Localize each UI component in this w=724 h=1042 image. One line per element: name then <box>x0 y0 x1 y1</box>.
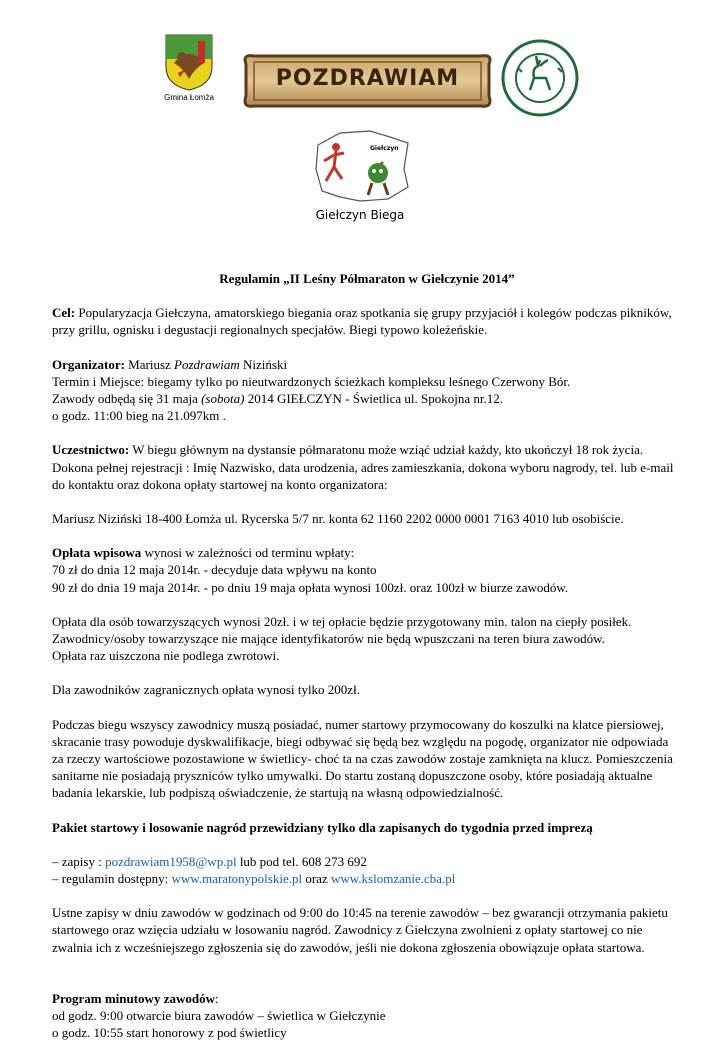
towarzyszace-line-3: Opłata raz uiszczona nie podlega zwrotowi. <box>52 648 280 664</box>
oplata-line-1: 70 zł do dnia 12 maja 2014r. - decyduje data wpływu na konto <box>52 562 377 578</box>
gmina-label: Gmina Łomża <box>164 93 214 102</box>
program-heading <box>52 990 682 1007</box>
oplata-line-2: 90 zł do dnia 19 maja 2014r. - po dniu 19 maja opłata wynosi 100zł. oraz 100zł w biurze zawodów. <box>52 579 569 595</box>
uczestnictwo-text: W biegu głównym na dystansie półmaratonu może wziąć udział każdy, kto ukończył 18 rok życia. Dokona pełnej rejestracji : Imię Nazwisko, data urodzenia, adres zamieszkania, dokona wyboru nagrody, tel. lub e-mail do kontaktu oraz dokona opłaty startowej na konto organizatora: <box>52 442 674 492</box>
program-label: Program minutowy zawodów <box>52 990 215 1006</box>
gmina-lomza-logo <box>158 33 220 102</box>
nadlesnictwo-lomza-logo <box>500 38 580 118</box>
poland-runners-icon <box>310 125 415 205</box>
towarzyszace-line-1: Opłata dla osób towarzyszących wynosi 20zł. i w tej opłacie będzie przygotowany min. talon na ciepły posiłek. <box>52 613 632 629</box>
program-line-2: o godz. 10:55 start honorowy z pod świetlicy <box>52 1025 287 1041</box>
zapisy-line <box>52 853 682 870</box>
organizator-name-before: Mariusz <box>124 356 175 372</box>
regulamin-line <box>52 870 682 887</box>
maratonypolskie-link[interactable]: www.maratonypolskie.pl <box>171 871 303 887</box>
kslomzanie-link[interactable]: www.kslomzanie.cba.pl <box>330 871 456 887</box>
ustne-paragraph: Ustne zapisy w dniu zawodów w godzinach od 9:00 do 10:45 na terenie zawodów – bez gwarancji otrzymania pakietu startowego oraz wzięcia udziału w losowaniu nagród. Zawodnicy z Giełczyna zwolnieni z opłaty startowej co nie zwalnia ich z wcześniejszego zgłoszenia się do zawodów, jeśli nie dokona zgłoszenia obowiązuje opłata startowa. <box>52 905 668 955</box>
email-link[interactable]: pozdrawiam1958@wp.pl <box>105 853 237 869</box>
section-cel <box>52 304 682 338</box>
organizator-name-after: Niziński <box>239 356 288 372</box>
logo-caption: Giełczyn Biega <box>315 208 405 222</box>
pakiet-heading-text: Pakiet startowy i losowanie nagród przewidziany tylko dla zapisanych do tygodnia przed imprezą <box>52 819 593 835</box>
regulamin-oraz: oraz <box>302 871 331 887</box>
foreign-fee-line: Dla zawodników zagranicznych opłata wynosi tylko 200zł. <box>52 682 360 698</box>
gmina-crest-icon <box>164 33 214 91</box>
date-line <box>52 390 682 407</box>
banner-text: POZDRAWIAM <box>275 66 460 91</box>
pozdrawiam-banner <box>240 50 495 115</box>
zapisy-prefix: – zapisy : <box>52 853 106 869</box>
cel-text: Popularyzacja Giełczyna, amatorskiego biegania oraz spotkania się grupy przyjaciół i kolegów podczas pikników, przy grillu, ognisku i degustacji regionalnych specjałów. Biegi typowo koleżeńskie. <box>52 305 672 338</box>
bank-account-line: Mariusz Niziński 18-400 Łomża ul. Rycerska 5/7 nr. konta 62 1160 2202 0000 0001 7163 4010 lub osobiście. <box>52 511 624 527</box>
deer-seal-icon <box>500 38 580 118</box>
section-organizator <box>52 356 682 373</box>
towarzyszace-line-2: Zawodnicy/osoby towarzyszące nie mające identyfikatorów nie będą wpuszczani na teren biura zawodów. <box>52 631 605 647</box>
termin-line: Termin i Miejsce: biegamy tylko po nieutwardzonych ścieżkach kompleksu leśnego Czerwony Bór. <box>52 373 571 389</box>
header-logos <box>0 0 724 240</box>
program-line-1: od godz. 9:00 otwarcie biura zawodów – świetlica w Giełczynie <box>52 1008 386 1024</box>
pakiet-heading <box>52 819 682 836</box>
regulations-document <box>52 270 682 1042</box>
zapisy-phone: lub pod tel. 608 273 692 <box>236 853 367 869</box>
section-uczestnictwo <box>52 441 682 493</box>
document-title: Regulamin „II Leśny Półmaraton w Giełczynie 2014” <box>219 271 515 286</box>
date-before: Zawody odbędą się 31 maja <box>52 391 202 407</box>
date-after: 2014 GIEŁCZYN - Świetlica ul. Spokojna nr.12. <box>244 391 503 407</box>
organizator-nickname: Pozdrawiam <box>174 356 240 372</box>
organizator-label: Organizator: <box>52 356 125 372</box>
gielczyn-map-logo <box>310 125 415 205</box>
date-weekday: (sobota) <box>201 391 245 407</box>
uczestnictwo-label: Uczestnictwo: <box>52 442 130 458</box>
map-label: Giełczyn <box>370 145 399 152</box>
oplata-label: Opłata wpisowa <box>52 545 142 561</box>
start-time-line: o godz. 11:00 bieg na 21.097km . <box>52 408 226 424</box>
program-colon: : <box>214 990 219 1006</box>
rules-paragraph: Podczas biegu wszyscy zawodnicy muszą posiadać, numer startowy przymocowany do koszulki na klatce piersiowej, skracanie trasy powoduje dyskwalifikacje, biegi odbywać się będą bez względu na pogodę, organizator nie odpowiada za rzeczy wartościowe pozostawione w świetlicy- choć ta na czas zawodów zostaje zamknięta na klucz. Pomieszczenia sanitarne nie posiadają pryszniców tylko umywalki. Do startu zostaną dopuszczone osoby, które posiadają aktualne badania lekarskie, lub podpiszą oświadczenie, że startują na własną odpowiedzialność. <box>52 716 673 801</box>
section-oplata <box>52 544 682 561</box>
regulamin-prefix: – regulamin dostępny: <box>52 871 172 887</box>
cel-label: Cel: <box>52 305 76 321</box>
oplata-text: wynosi w zależności od terminu wpłaty: <box>141 545 355 561</box>
